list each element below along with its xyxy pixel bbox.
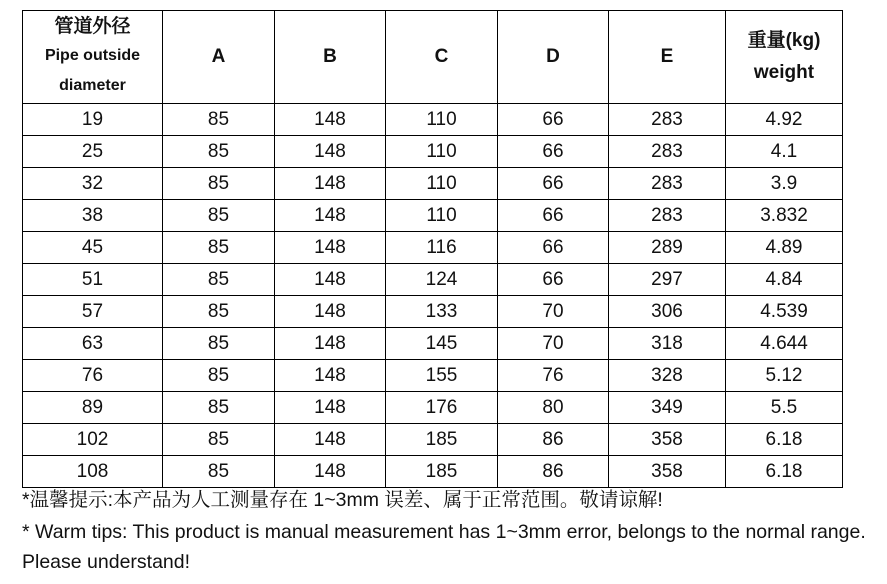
cell-e: 283 xyxy=(609,168,726,200)
cell-b: 148 xyxy=(275,200,386,232)
cell-c: 110 xyxy=(386,104,498,136)
header-diameter-en-line2: diameter xyxy=(59,77,126,94)
cell-e: 283 xyxy=(609,200,726,232)
header-weight-cn: 重量(kg) xyxy=(747,30,821,51)
table-row xyxy=(23,392,843,424)
cell-a: 85 xyxy=(163,328,275,360)
cell-e: 289 xyxy=(609,232,726,264)
cell-b: 148 xyxy=(275,264,386,296)
cell-e: 358 xyxy=(609,424,726,456)
cell-d: 70 xyxy=(498,296,609,328)
cell-c: 176 xyxy=(386,392,498,424)
cell-c: 185 xyxy=(386,424,498,456)
cell-a: 85 xyxy=(163,136,275,168)
table-row xyxy=(23,264,843,296)
cell-b: 148 xyxy=(275,456,386,488)
cell-diameter: 51 xyxy=(23,264,163,296)
cell-a: 85 xyxy=(163,360,275,392)
cell-d: 66 xyxy=(498,200,609,232)
cell-e: 358 xyxy=(609,456,726,488)
header-a: A xyxy=(163,11,275,104)
cell-c: 110 xyxy=(386,200,498,232)
cell-weight: 6.18 xyxy=(726,424,843,456)
cell-b: 148 xyxy=(275,360,386,392)
header-diameter-cn: 管道外径 xyxy=(54,16,131,37)
table-header-row xyxy=(23,11,843,104)
cell-weight: 3.9 xyxy=(726,168,843,200)
cell-diameter: 45 xyxy=(23,232,163,264)
cell-diameter: 76 xyxy=(23,360,163,392)
cell-weight: 6.18 xyxy=(726,456,843,488)
cell-d: 86 xyxy=(498,456,609,488)
cell-diameter: 32 xyxy=(23,168,163,200)
cell-weight: 4.644 xyxy=(726,328,843,360)
cell-diameter: 89 xyxy=(23,392,163,424)
table-row xyxy=(23,360,843,392)
header-c: C xyxy=(386,11,498,104)
cell-a: 85 xyxy=(163,168,275,200)
header-diameter-en-line1: Pipe outside xyxy=(44,47,141,64)
cell-weight: 4.539 xyxy=(726,296,843,328)
cell-weight: 5.12 xyxy=(726,360,843,392)
cell-c: 145 xyxy=(386,328,498,360)
cell-e: 349 xyxy=(609,392,726,424)
cell-d: 66 xyxy=(498,232,609,264)
warm-tip-english: * Warm tips: This product is manual measurement has 1~3mm error, belongs to the normal range. Please understand! xyxy=(22,521,866,573)
cell-weight: 5.5 xyxy=(726,392,843,424)
cell-diameter: 108 xyxy=(23,456,163,488)
cell-diameter: 19 xyxy=(23,104,163,136)
cell-e: 306 xyxy=(609,296,726,328)
cell-a: 85 xyxy=(163,456,275,488)
header-pipe-diameter xyxy=(23,11,163,104)
cell-d: 66 xyxy=(498,104,609,136)
cell-d: 86 xyxy=(498,424,609,456)
header-b: B xyxy=(275,11,386,104)
table-row xyxy=(23,168,843,200)
cell-a: 85 xyxy=(163,392,275,424)
cell-b: 148 xyxy=(275,392,386,424)
cell-d: 80 xyxy=(498,392,609,424)
table-row xyxy=(23,232,843,264)
cell-e: 318 xyxy=(609,328,726,360)
cell-d: 66 xyxy=(498,168,609,200)
cell-b: 148 xyxy=(275,296,386,328)
cell-c: 133 xyxy=(386,296,498,328)
table-row xyxy=(23,200,843,232)
header-d: D xyxy=(498,11,609,104)
pipe-spec-table xyxy=(22,10,843,488)
cell-b: 148 xyxy=(275,136,386,168)
table-row xyxy=(23,104,843,136)
cell-weight: 4.1 xyxy=(726,136,843,168)
cell-diameter: 57 xyxy=(23,296,163,328)
cell-a: 85 xyxy=(163,264,275,296)
cell-diameter: 25 xyxy=(23,136,163,168)
cell-weight: 4.84 xyxy=(726,264,843,296)
table-row xyxy=(23,456,843,488)
cell-c: 116 xyxy=(386,232,498,264)
warm-tip-chinese: *温馨提示:本产品为人工测量存在 1~3mm 误差、属于正常范围。敬请谅解! xyxy=(22,489,663,511)
cell-d: 70 xyxy=(498,328,609,360)
cell-e: 297 xyxy=(609,264,726,296)
cell-a: 85 xyxy=(163,104,275,136)
cell-b: 148 xyxy=(275,328,386,360)
cell-e: 283 xyxy=(609,136,726,168)
cell-weight: 3.832 xyxy=(726,200,843,232)
cell-b: 148 xyxy=(275,232,386,264)
cell-c: 155 xyxy=(386,360,498,392)
cell-diameter: 63 xyxy=(23,328,163,360)
cell-c: 110 xyxy=(386,168,498,200)
table-row xyxy=(23,136,843,168)
cell-a: 85 xyxy=(163,424,275,456)
header-e: E xyxy=(609,11,726,104)
cell-e: 283 xyxy=(609,104,726,136)
table-row xyxy=(23,328,843,360)
cell-d: 76 xyxy=(498,360,609,392)
table-body xyxy=(23,104,843,488)
table-row xyxy=(23,424,843,456)
cell-diameter: 102 xyxy=(23,424,163,456)
header-weight xyxy=(726,11,843,104)
cell-a: 85 xyxy=(163,232,275,264)
cell-a: 85 xyxy=(163,296,275,328)
cell-b: 148 xyxy=(275,424,386,456)
table-row xyxy=(23,296,843,328)
header-weight-en: weight xyxy=(753,62,815,83)
cell-d: 66 xyxy=(498,136,609,168)
cell-e: 328 xyxy=(609,360,726,392)
cell-b: 148 xyxy=(275,168,386,200)
cell-weight: 4.89 xyxy=(726,232,843,264)
cell-d: 66 xyxy=(498,264,609,296)
cell-diameter: 38 xyxy=(23,200,163,232)
cell-c: 185 xyxy=(386,456,498,488)
cell-c: 124 xyxy=(386,264,498,296)
cell-a: 85 xyxy=(163,200,275,232)
cell-b: 148 xyxy=(275,104,386,136)
cell-c: 110 xyxy=(386,136,498,168)
cell-weight: 4.92 xyxy=(726,104,843,136)
